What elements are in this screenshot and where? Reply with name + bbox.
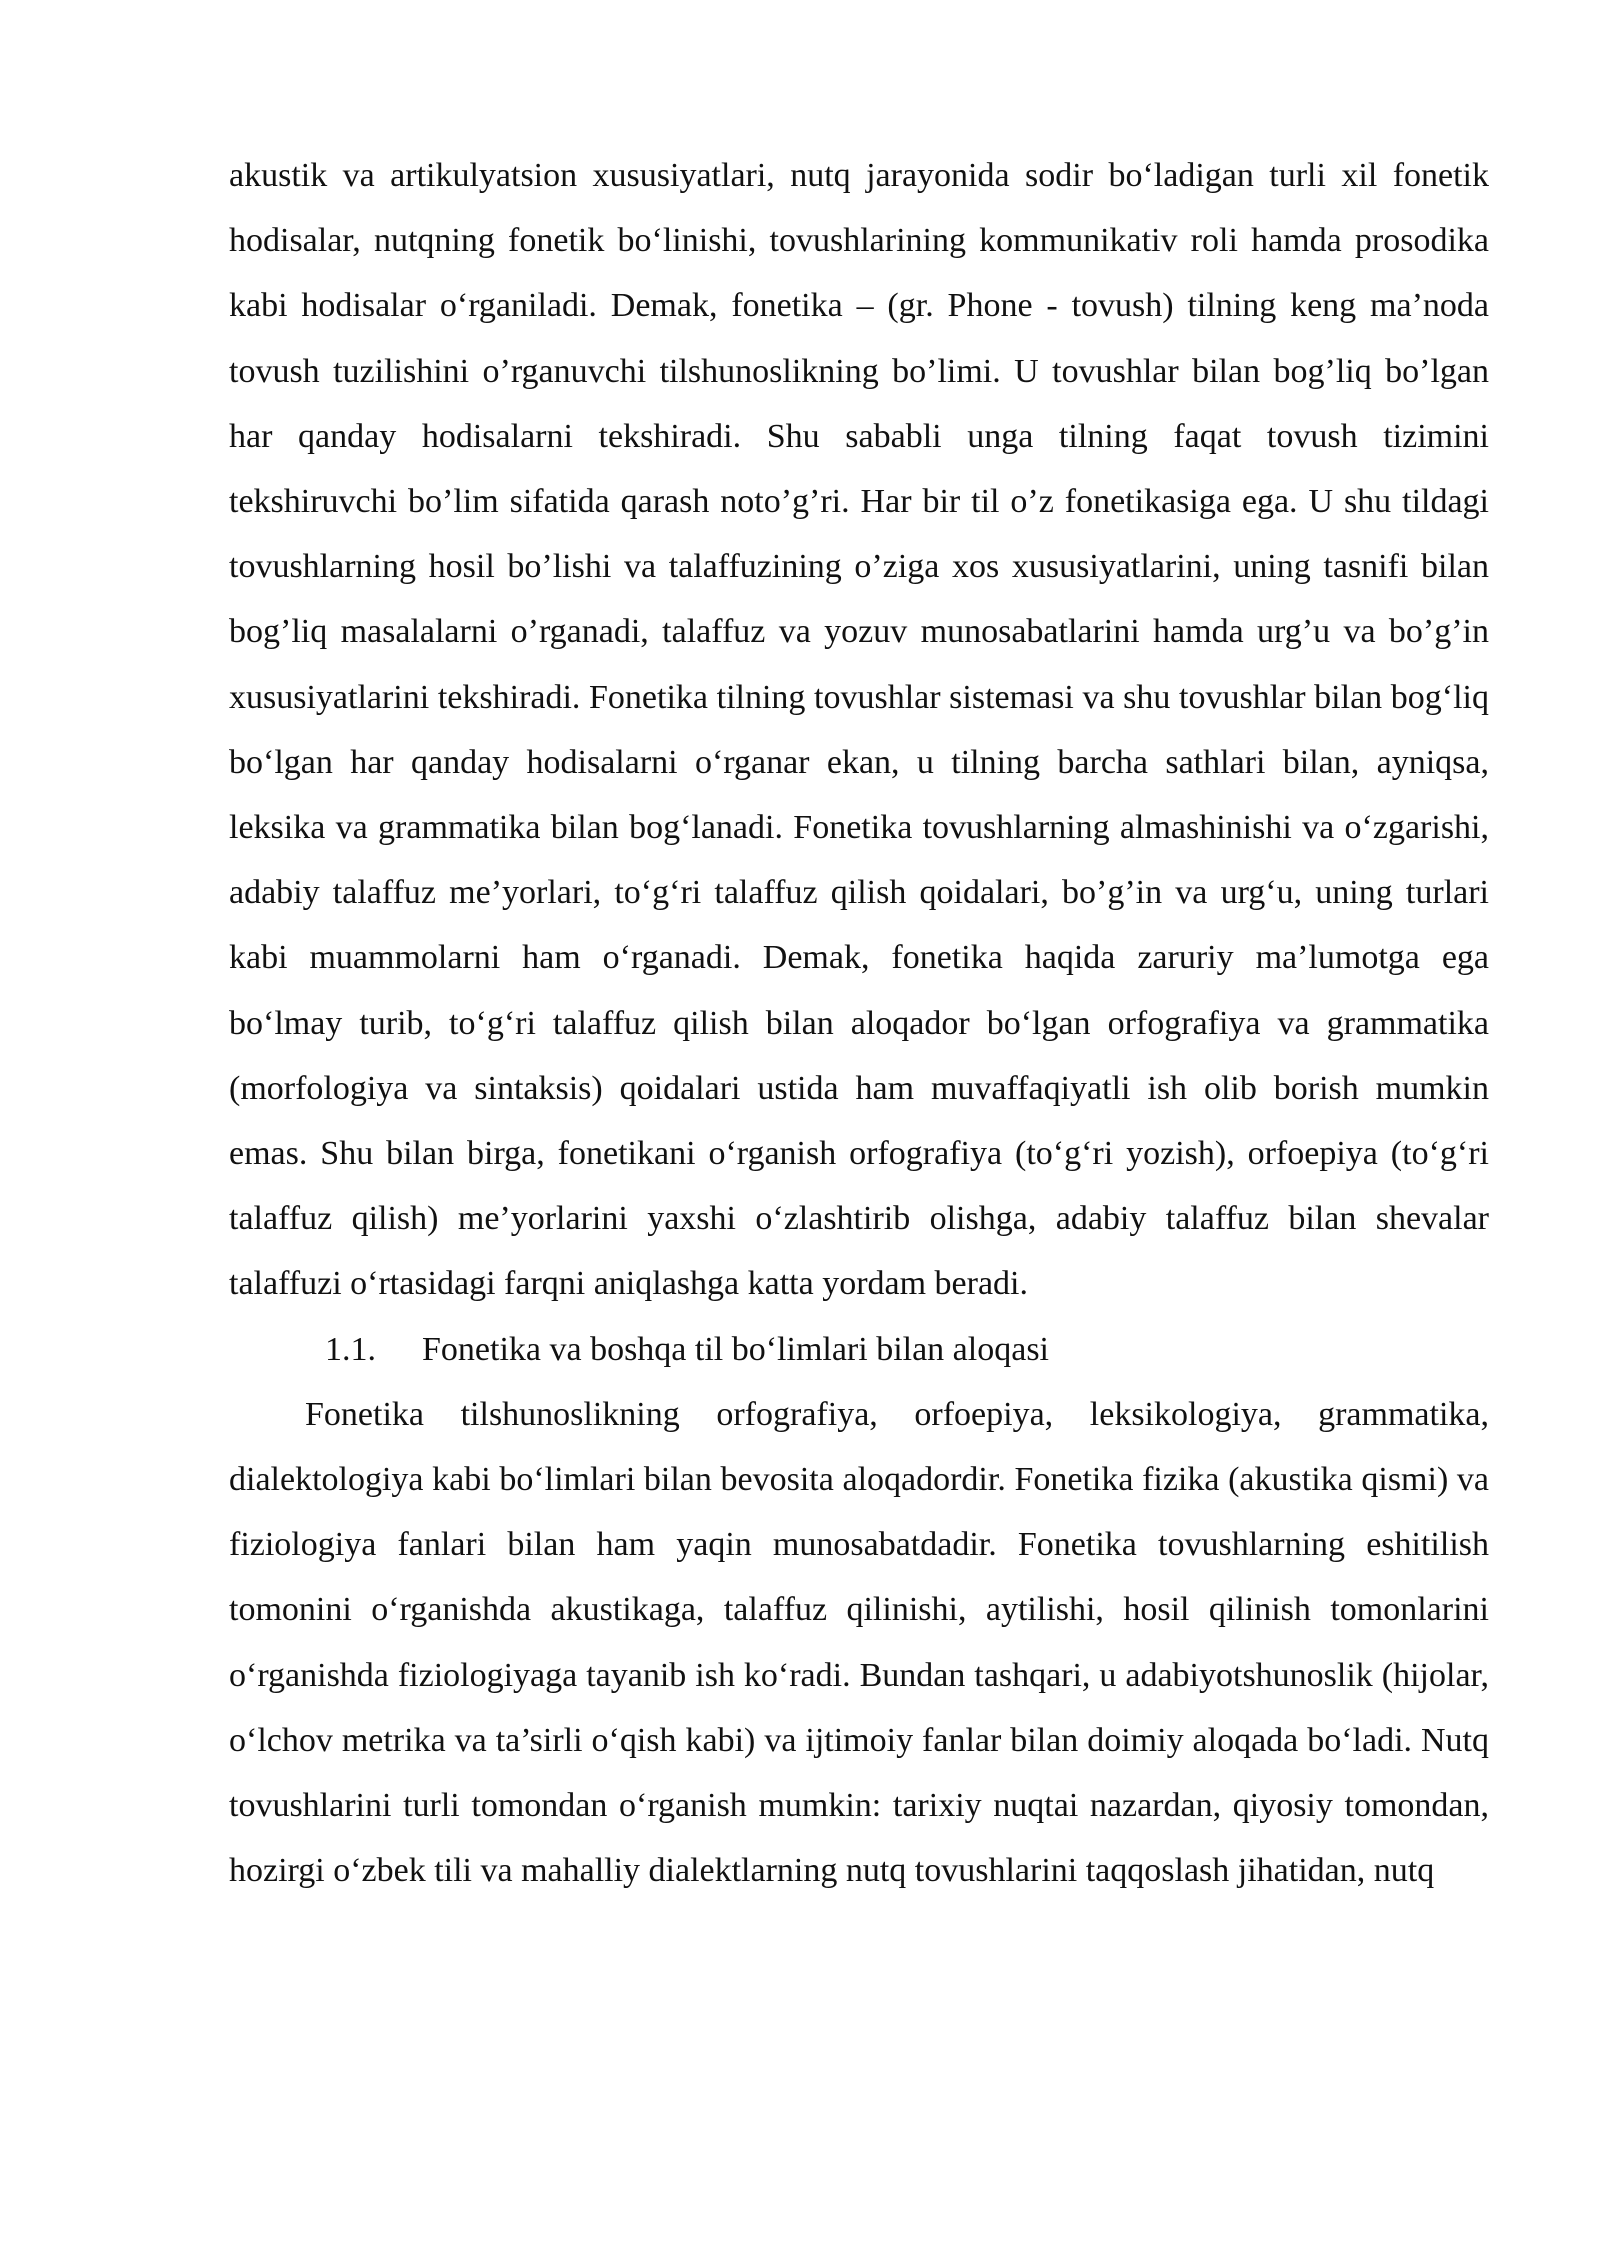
section-heading [229,1317,1489,1382]
section-title: Fonetika va boshqa til bo‘limlari bilan aloqasi [422,1330,1049,1368]
document-page [229,143,1489,1903]
body-paragraph: Fonetika tilshunoslikning orfografiya, orfoepiya, leksikologiya, grammatika, dialektologiya kabi bo‘limlari bilan bevosita aloqadordir. Fonetika fizika (akustika qismi) va fiziologiya fanlari bilan ham yaqin munosabatdadir. Fonetika tovushlarning eshitilish tomonini o‘rganishda akustikaga, talaffuz qilinishi, aytilishi, hosil qilinish tomonlarini o‘rganishda fiziologiyaga tayanib ish ko‘radi. Bundan tashqari, u adabiyotshunoslik (hijolar, o‘lchov metrika va ta’sirli o‘qish kabi) va ijtimoiy fanlar bilan doimiy aloqada bo‘ladi. Nutq tovushlarini turli tomondan o‘rganish mumkin: tarixiy nuqtai nazardan, qiyosiy tomondan, hozirgi o‘zbek tili va mahalliy dialektlarning nutq tovushlarini taqqoslash jihatidan, nutq [229,1395,1489,1890]
section-number: 1.1. [325,1330,376,1368]
body-paragraph: akustik va artikulyatsion xususiyatlari, nutq jarayonida sodir bo‘ladigan turli xil fonetik hodisalar, nutqning fonetik bo‘linishi, tovushlarining kommunikativ roli hamda prosodika kabi hodisalar o‘rganiladi. Demak, fonetika – (gr. Phone - tovush) tilning keng ma’noda tovush tuzilishini o’rganuvchi tilshunoslikning bo’limi. U tovushlar bilan bog’liq bo’lgan har qanday hodisalarni tekshiradi. Shu sababli unga tilning faqat tovush tizimini tekshiruvchi bo’lim sifatida qarash noto’g’ri. Har bir til o’z fonetikasiga ega. U shu tildagi tovushlarning hosil bo’lishi va talaffuzining o’ziga xos xususiyatlarini, uning tasnifi bilan bog’liq masalalarni o’rganadi, talaffuz va yozuv munosabatlarini hamda urg’u va bo’g’in xususiyatlarini tekshiradi. Fonetika tilning tovushlar sistemasi va shu tovushlar bilan bog‘liq bo‘lgan har qanday hodisalarni o‘rganar ekan, u tilning barcha sathlari bilan, ayniqsa, leksika va grammatika bilan bog‘lanadi. Fonetika tovushlarning almashinishi va o‘zgarishi, adabiy talaffuz me’yorlari, to‘g‘ri talaffuz qilish qoidalari, bo’g’in va urg‘u, uning turlari kabi muammolarni ham o‘rganadi. Demak, fonetika haqida zaruriy ma’lumotga ega bo‘lmay turib, to‘g‘ri talaffuz qilish bilan aloqador bo‘lgan orfografiya va grammatika (morfologiya va sintaksis) qoidalari ustida ham muvaffaqiyatli ish olib borish mumkin emas. Shu bilan birga, fonetikani o‘rganish orfografiya (to‘g‘ri yozish), orfoepiya (to‘g‘ri talaffuz qilish) me’yorlarini yaxshi o‘zlashtirib olishga, adabiy talaffuz bilan shevalar talaffuzi o‘rtasidagi farqni aniqlashga katta yordam beradi. [229,157,1489,1303]
